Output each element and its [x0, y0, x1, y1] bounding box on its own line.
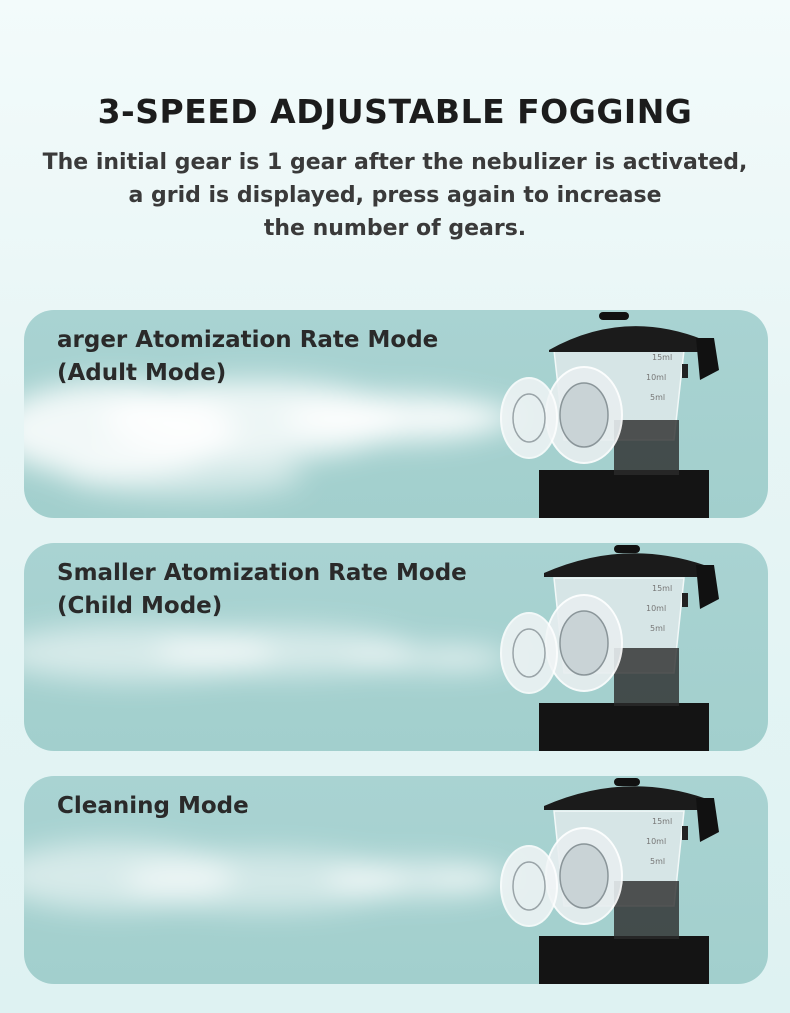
mode-subtitle: (Child Mode)	[57, 593, 223, 619]
subtitle-line-2: a grid is displayed, press again to increase	[128, 183, 662, 208]
scale-mark-5: 5ml	[650, 624, 666, 633]
page-title: 3-SPEED ADJUSTABLE FOGGING	[97, 92, 693, 131]
mode-title: Smaller Atomization Rate Mode	[57, 560, 467, 586]
scale-mark-10: 10ml	[646, 373, 667, 382]
scale-mark-5: 5ml	[650, 393, 666, 402]
page-subtitle	[30, 146, 760, 245]
subtitle-line-3: the number of gears.	[263, 216, 527, 241]
mode-label-cleaning	[57, 790, 249, 823]
mode-title: Cleaning Mode	[57, 793, 249, 819]
mode-subtitle: (Adult Mode)	[57, 360, 227, 386]
mode-card-adult	[24, 310, 768, 518]
mode-card-child	[24, 543, 768, 751]
scale-mark-15: 15ml	[652, 584, 673, 593]
scale-mark-15: 15ml	[652, 817, 673, 826]
scale-mark-10: 10ml	[646, 837, 667, 846]
mode-title: arger Atomization Rate Mode	[57, 327, 439, 353]
subtitle-line-1: The initial gear is 1 gear after the nebulizer is activated,	[42, 150, 748, 175]
mode-card-cleaning	[24, 776, 768, 984]
scale-mark-10: 10ml	[646, 604, 667, 613]
scale-mark-15: 15ml	[652, 353, 673, 362]
mode-label-child	[57, 557, 467, 623]
scale-mark-5: 5ml	[650, 857, 666, 866]
mode-label-adult	[57, 324, 438, 390]
